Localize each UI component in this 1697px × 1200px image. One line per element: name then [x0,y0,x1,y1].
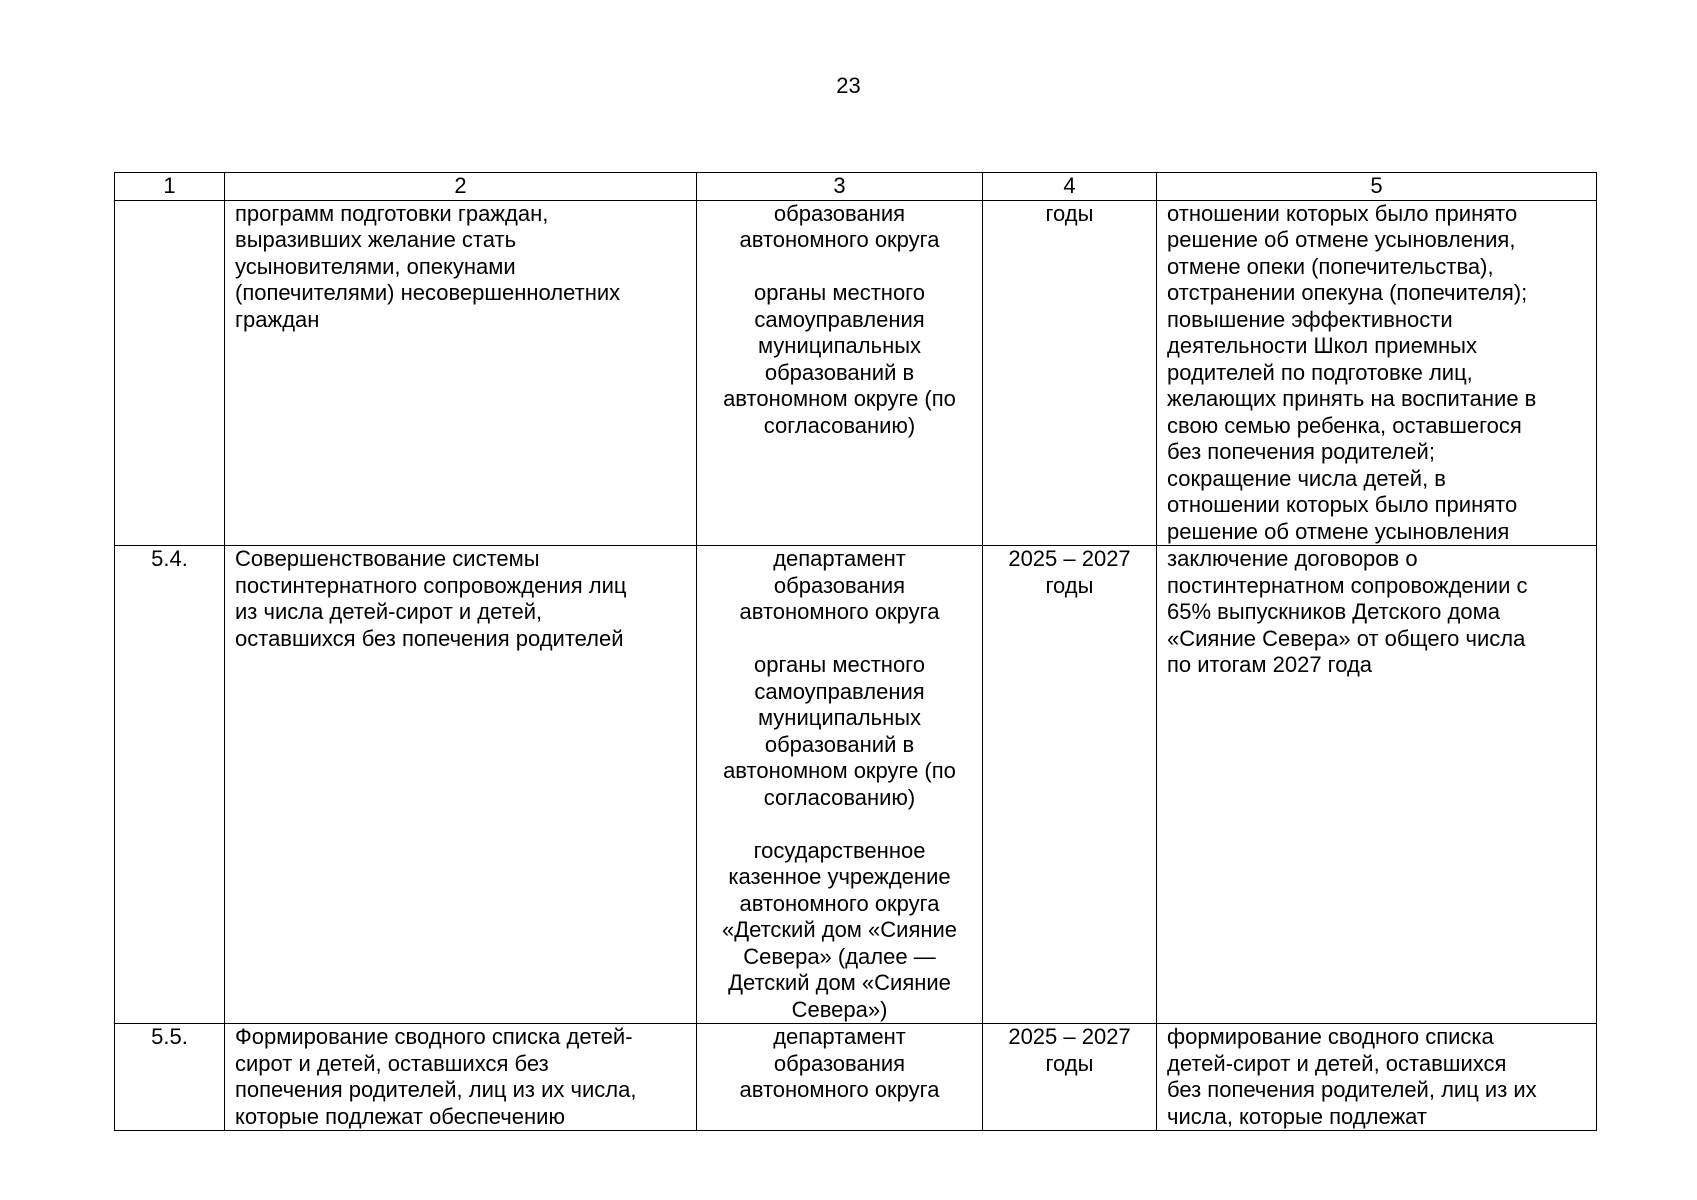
activity-plan-table [114,172,1597,1131]
activity-cell: Формирование сводного списка детей- сирот и детей, оставшихся без попечения родителей, лиц из их числа, которые подлежат обеспечению [225,1024,697,1131]
item-number-cell [115,200,225,546]
activity-cell: программ подготовки граждан, выразивших желание стать усыновителями, опекунами (попечителями) несовершеннолетних граждан [225,200,697,546]
item-number-cell: 5.4. [115,546,225,1024]
table-row [115,1024,1597,1131]
result-cell: заключение договоров о постинтернатном сопровождении с 65% выпускников Детского дома «Сияние Севера» от общего числа по итогам 2027 года [1157,546,1597,1024]
activity-cell: Совершенствование системы постинтернатного сопровождения лиц из числа детей-сирот и детей, оставшихся без попечения родителей [225,546,697,1024]
result-cell: формирование сводного списка детей-сирот и детей, оставшихся без попечения родителей, лиц из их числа, которые подлежат [1157,1024,1597,1131]
column-header: 3 [697,173,983,201]
column-header: 2 [225,173,697,201]
table-row [115,546,1597,1024]
table-row [115,200,1597,546]
executors-cell: образования автономного округа органы местного самоуправления муниципальных образований в автономном округе (по согласованию) [697,200,983,546]
column-header: 1 [115,173,225,201]
executors-cell: департамент образования автономного округа органы местного самоуправления муниципальных образований в автономном округе (по согласованию) государственное казенное учреждение автономного округа «Детский дом «Сияние Севера» (далее — Детский дом «Сияние Севера») [697,546,983,1024]
period-cell: годы [983,200,1157,546]
column-header: 5 [1157,173,1597,201]
executors-cell: департамент образования автономного округа [697,1024,983,1131]
result-cell: отношении которых было принято решение об отмене усыновления, отмене опеки (попечительства), отстранении опекуна (попечителя); повышение эффективности деятельности Школ приемных родителей по подготовке лиц, желающих принять на воспитание в свою семью ребенка, оставшегося без попечения родителей; сокращение числа детей, в отношении которых было принято решение об отмене усыновления [1157,200,1597,546]
table-header-row [115,173,1597,201]
column-header: 4 [983,173,1157,201]
period-cell: 2025 – 2027 годы [983,546,1157,1024]
page-number: 23 [836,73,861,98]
period-cell: 2025 – 2027 годы [983,1024,1157,1131]
item-number-cell: 5.5. [115,1024,225,1131]
